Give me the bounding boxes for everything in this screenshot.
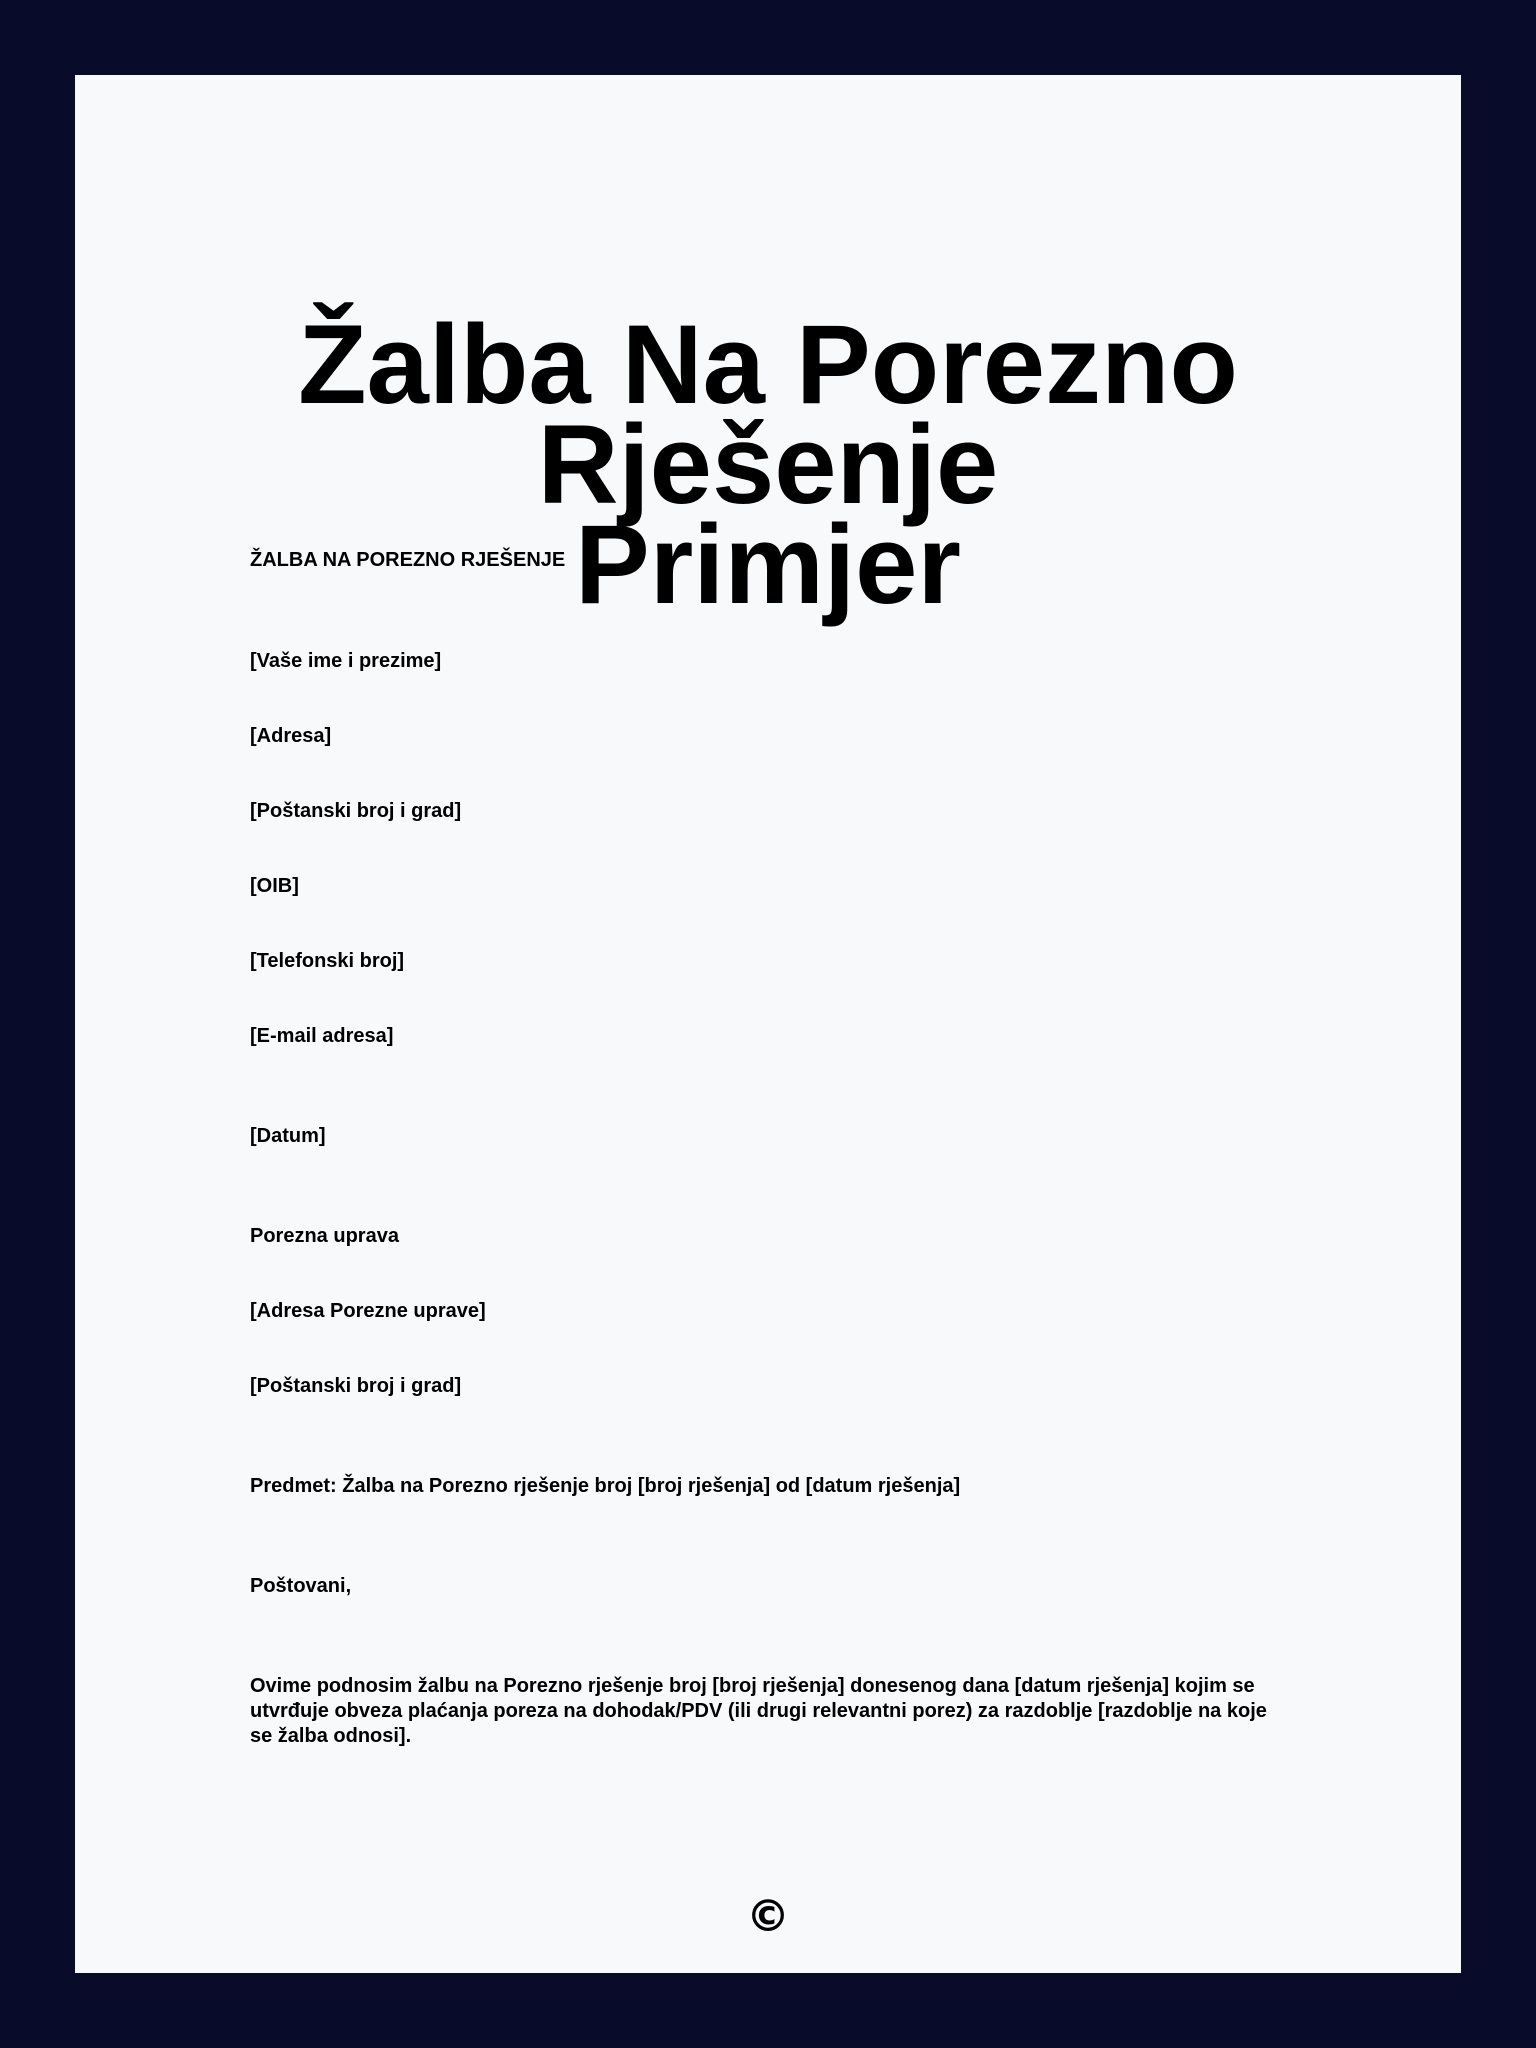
greeting: Poštovani, (250, 1575, 352, 1597)
page-title-line-2: Primjer (575, 502, 961, 627)
recipient-postal: [Poštanski broj i grad] (250, 1375, 462, 1397)
sender-name: [Vaše ime i prezime] (250, 650, 442, 672)
copyright-icon: © (746, 1891, 790, 1942)
page-title-line-1: Žalba Na Porezno Rješenje (298, 302, 1238, 527)
document-page (75, 75, 1461, 1973)
sender-address: [Adresa] (250, 725, 332, 747)
sender-phone: [Telefonski broj] (250, 950, 405, 972)
sender-oib: [OIB] (250, 875, 299, 897)
document-heading: ŽALBA NA POREZNO RJEŠENJE (250, 549, 566, 571)
sender-email: [E-mail adresa] (250, 1025, 394, 1047)
sender-postal: [Poštanski broj i grad] (250, 800, 462, 822)
recipient-address: [Adresa Porezne uprave] (250, 1300, 486, 1322)
body-paragraph: Ovime podnosim žalbu na Porezno rješenje broj [broj rješenja] donesenog dana [datum rješenja] kojim se utvrđuje obveza plaćanja poreza na dohodak/PDV (ili drugi relevantni porez) za razdoblje [razdoblje na koje se žalba odnosi]. (250, 1675, 1267, 1747)
subject-line: Predmet: Žalba na Porezno rješenje broj [broj rješenja] od [datum rješenja] (250, 1475, 961, 1497)
recipient-name: Porezna uprava (250, 1225, 399, 1247)
document-date: [Datum] (250, 1125, 326, 1147)
